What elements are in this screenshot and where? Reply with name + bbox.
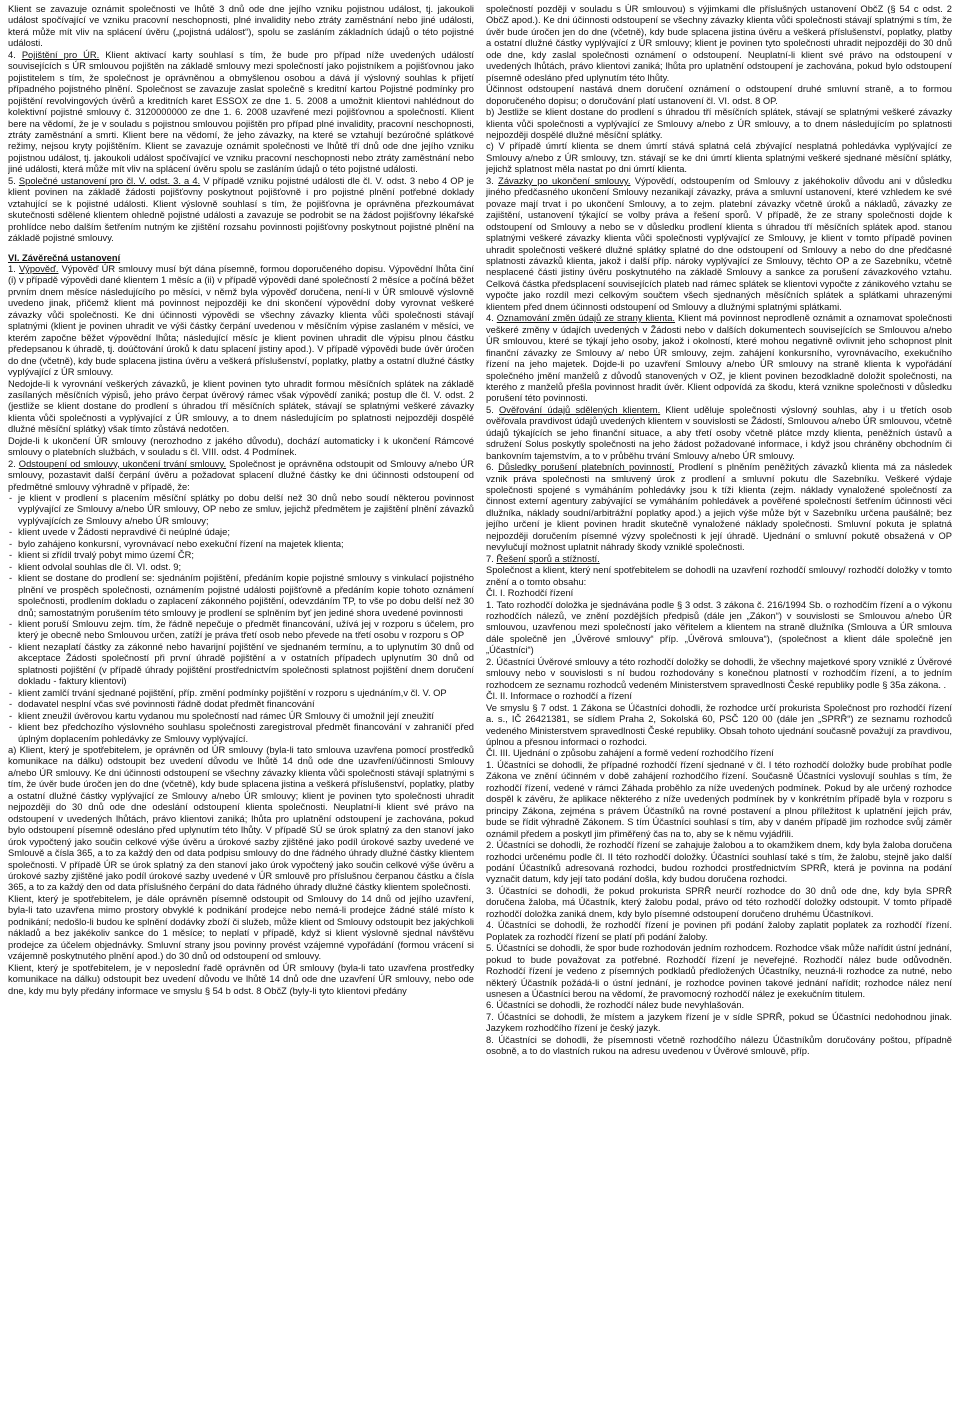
data-change-title: Oznamování změn údajů ze strany klienta. <box>496 313 676 324</box>
withdrawal-title: Odstoupení od smlouvy, ukončení trvání smlouvy. <box>18 458 227 469</box>
section-4-title: Pojištění pro ÚR. <box>21 49 100 60</box>
obligations-after-end: 3. Závazky po ukončení smlouvy. Výpovědí, odstoupením od Smlouvy z jakéhokoliv důvodu ani v důsledku jiného předčasného ukončení Smlouvy nezanikají závazky, práva a smluvní ustanovení, které vzhledem ke své povaze mají trvat i po ukončení Smlouvy, a to zejm. platební závazky včetně úroků a nákladů, závazky ze zajištění, ustanovení týkající se volby práva a řešení sporů. V případě, že ze strany společnosti dojde k odstoupení od Smlouvy a nebo se v důsledku prodlení klienta s úhradou tří měsíčních splátek apod. stanou splatnými veškeré závazky klienta vůči společnosti vyplývající ze Smlouvy, je klient v tomto případě povinen uhradit společnosti veškeré dlužné splátky splatné do dne odstoupení od Smlouvy a nebo do dne předčasné splatnosti závazků klienta, jakož i další příp. nároky vyplývající ze Smlouvy, těchto OP a ze Sazebníku, včetně nesplacené části jistiny úvěru poskytnutého na základě Smlouvy a sankce za porušení závazkového vztahu. Celková částka předsplacení souvisejících plateb nad rámec splátek se klientovi vypočte z zánikového vztahu se vypočte jako rozdíl mezi celkovým součtem všech sjednaných měsíčních splátek a splátkami uhrazenými klientem před dnem účinnosti odstoupení od Smlouvy a dlužnými splatnými splátkami. <box>486 175 952 312</box>
continuation-paragraph: společností později v souladu s ÚR smlouvou) s výjimkami dle příslušných ustanovení ObčZ (§ 54 c odst. 2 ObčZ apod.). Ke dni účinnosti odstoupení se všechny závazky klienta vůči společnosti stávají splatnými s tím, že úvěr bude úročen jen do dne (včetně), kdy bude splacena jistina úvěru a veškerá příslušenství, poplatky, platby a ostatní dlužné částky vyplývající z ÚR smlouvy; klient je povinen tyto společnosti uhradit nejpozději do 30 dnů ode dne, kdy zaslal společnosti oznámení o odstoupení. Neuplatní-li klient své právo na odstoupení v uvedených lhůtách, právo klientovi zaniká; lhůta pro uplatnění odstoupení je zachována, pokud bylo odstoupení písemně odesláno před uplynutím této lhůty. <box>486 4 952 83</box>
termination-paragraph: 1. Výpověď. Výpověď ÚR smlouvy musí být dána písemně, formou doporučeného dopisu. Výpovědní lhůta činí (i) v případě výpovědi dané klientem 1 měsíc a (ii) v případě výpovědi dané společností 2 měsíce a počíná běžet prvním dnem měsíce následujícího po měsíci, v němž byla výpověď doručena, není-li v ÚR smlouvě výslovně uvedeno jinak, přičemž klient má povinnost nejpozději ke dni skončení výpovědní doby vyrovnat veškeré závazky vůči společnosti. Ke dni účinnosti výpovědi se všechny závazky klienta vůči společnosti stávají splatnými (klient je povinen uhradit ve výši částky čerpání uvedenou v měsíčním výpise zaslaném v měsíci, ve kterém započne běžet výpovědní lhůta; následující měsíc je klient povinen uhradit dle výpisu plnou částku předepsanou k úhradě, tj. doúčtování úroků k datu splacení jistiny apod.). V případě výpovědi bude úvěr úročen do dne (včetně), kdy bude splacena jistina úvěru a veškerá příslušenství, poplatky, platby a ostatní dlužné částky vyplývající z ÚR smlouvy. <box>8 263 474 378</box>
arbitration-intro: Společnost a klient, který není spotřebitelem se dohodli na uzavření rozhodčí smlouvy/ rozhodčí doložky v tomto znění a o tomto obsahu: <box>486 565 952 587</box>
procedure-clause-1: 1. Účastníci se dohodli, že případné rozhodčí řízení sjednané v čl. I této rozhodčí doložky bude probíhat podle Zákona ve znění účinném v době zahájení rozhodčího řízení. Současně Účastníci vyslovují souhlas s tím, že rozhodčí řízení, vedené v rámci Záhada proběhlo za níže uvedených podmínek. Pokud by ale určený rozhodce dospěl k závěru, že aplikace některého z níže uvedených podmínek by v konkrétním případě byla v rozporu s principy Zákona, zejména s právem Účastníků na rovné postavení a plnou příležitost k uplatnění jejich práv, bude se řídit výhradně Zákonem. S tím Účastníci souhlasí s tím, aby v daném případě jim rozhodce svůj záměr oznámil předem a poskytl jim přiměřený čas na to, aby se k němu vyjádřili. <box>486 759 952 839</box>
withdrawal-conditions-list <box>8 493 474 745</box>
verification-title: Ověřování údajů sdělených klientem. <box>499 404 661 415</box>
list-item: - klient se dostane do prodlení se: sjednáním pojištění, předáním kopie pojistné smlouvy s vinkulací pojistného plnění ve prospěch společnosti, oznámením pojistné události pojišťovně a předáním kopie tohoto oznámení společnosti, prodlením dokladu o zaplacení zákonného pojištění, odevzdáním TP, to vše po dobu delší než 30 dnů; samostatným porušením této smlouvy je prodlení se splněním byť jen jediné shora uvedené povinnosti <box>8 573 474 619</box>
procedure-clause-7: 7. Účastníci se dohodli, že místem a jazykem řízení je v sídle SPRŘ, pokud se Účastníci nedohodnou jinak. Jazykem rozhodčího řízení je český jazyk. <box>486 1011 952 1034</box>
consumer-withdrawal-offsite: Klient, který je spotřebitelem, je dále oprávněn písemně odstoupit od Smlouvy do 14 dnů od jejího uzavření, byla-li tato uzavřena mimo prostory obvyklé k podnikání prodejce nebo nemá-li prodejce žádné stálé místo k podnikání; nedošlo-li budou ke splnění dodávky zboží či služeb, může klient od Smlouvy odstoupit bez jakýchkoli nákladů a bez jakékoliv sankce do 1 měsíce; to neplatí v případě, když si klient výslovně sjednal návštěvu prodejce za účelem objednávky. Smluvní strany jsou povinny provést vzájemné vypořádání (formou vrácení si vzájemně poskytnutého plnění apod.) do 30 dnů od odstoupení od smlouvy. <box>8 893 474 962</box>
list-item: - klient odvolal souhlas dle čl. VI. odst. 9; <box>8 562 474 573</box>
arrears-paragraph-b: b) Jestliže se klient dostane do prodlení s úhradou tří měsíčních splátek, stávají se splatnými veškeré závazky klienta vůči společnosti a vyplývající ze Smlouvy a/nebo z ÚR smlouvy, a to dnem následujícím po splatnosti nejpozději dospělé dlužné měsíční splátky. <box>486 107 952 140</box>
article-3-heading: Čl. III. Ujednání o způsobu zahájení a formě vedení rozhodčího řízení <box>486 748 774 759</box>
effectiveness-paragraph: Účinnost odstoupení nastává dnem doručení oznámení o odstoupení druhé smluvní straně, a to formou doporučeného dopisu; o doručování platí ustanovení čl. VI. odst. 8 OP. <box>486 84 952 106</box>
data-change-paragraph: 4. Oznamování změn údajů ze strany klienta. Klient má povinnost neprodleně oznámit a oznamovat společnosti veškeré změny v údajích uvedených v Žádosti nebo v dalších dokumentech souvisejících se Smlouvou a/nebo ÚR smlouvou, které se týkají jeho osoby, jakož i okolností, které mohou negativně ovlivnit jeho schopnost plnit finanční závazky ze Smlouvy a/ nebo ÚR smlouvy, zejm. zahájení konkursního, vyrovnávacího, exekučního řízení na jeho majetek. Dojde-li po uzavření Smlouvy a/nebo ÚR smlouvy na straně klienta k vypořádání společného jmění manželů z důvodů stanovených v OZ, je klient povinen bezodkladně doložit společnosti, na kterého z manželů přešla povinnost hradit úvěr. Klient odpovídá za škodu, která vznikne společnosti v důsledku porušení této povinnosti. <box>486 313 952 404</box>
verification-paragraph: 5. Ověřování údajů sdělených klientem. Klient uděluje společnosti výslovný souhlas, aby i u třetích osob ověřovala pravdivost údajů uvedených klientem v souvislosti se Žádostí, Smlouvou a/nebo ÚR smlouvou, včetně údajů týkajících se jeho finanční situace, a aby třetí osoby včetně plátce mzdy klienta, peněžních ústavů a sdružení Solus poskytly společnosti na jeho žádost požadované informace, i když jsou chráněny obchodním či bankovním tajemstvím, a to v průběhu trvání Smlouvy a/nebo ÚR smlouvy. <box>486 404 952 461</box>
payment-breach-title: Důsledky porušení platebních povinností. <box>498 462 675 473</box>
intro-paragraph: Klient se zavazuje oznámit společnosti ve lhůtě 3 dnů ode dne jejího vzniku pojistnou událost, tj. jakoukoli událost spočívající ve vzniku pracovní neschopnosti, plné invalidity nebo ztráty zaměstnání nebo jiné události, která může mít vliv na splácení úvěru („pojistná událost“), spolu se zasláním základních údajů o této pojistné události. <box>8 4 474 49</box>
list-item: - je klient v prodlení s placením měsíční splátky po dobu delší než 30 dnů nebo soudí některou povinnost vyplývající ze Smlouvy a/nebo ÚR smlouvy, OP nebo ze smluv, jejichž předmětem je zajištění plnění závazků vyplývajících ze Smlouvy a/nebo ÚR smlouvy; <box>8 493 474 527</box>
settlement-paragraph: Nedojde-li k vyrovnání veškerých závazků, je klient povinen tyto uhradit formou měsíčních splátek na základě zasílaných měsíčních výpisů, jeho právo čerpat úvěrový rámec však výpovědí zaniká; postup dle čl. V. odst. 2 (jestliže se klient dostane do prodlení s úhradou tří měsíčních splátek, stávají se splatnými veškeré závazky klienta vůči společnosti a vyplývající z ÚR smlouvy, a to dnem následujícím po splatnosti nejpozději dospělé dlužné měsíční splátky) však tímto zůstává nedotčen. <box>8 378 474 435</box>
disputes-heading: 7. Řešení sporů a stížností. <box>486 553 600 564</box>
list-item: - klient si zřídil trvalý pobyt mimo území ČR; <box>8 550 474 561</box>
death-paragraph-c: c) V případě úmrtí klienta se dnem úmrtí stává splatná celá zbývající nesplatná pohledávka vyplývající ze Smlouvy a/nebo z ÚR smlouvy, tzn. stávají se ke dni úmrtí klienta splatnými veškeré sjednané měsíční splátky, jejichž splatnost měla nastat po dni úmrtí klienta. <box>486 141 952 175</box>
section-vi-heading: VI. Závěrečná ustanovení <box>8 252 121 263</box>
payment-breach-paragraph: 6. Důsledky porušení platebních povinností. Prodlení s plněním peněžitých závazků klienta má za následek vznik práva společnosti na smluvený úrok z prodlení a smluvní pokutu dle Sazebníku. Veškeré výdaje společnosti spojené s vymáháním pohledávky jsou k tíži klienta (zejm. náklady vynaložené společností za činnost externí agentury zabývající se vymáháním pohledávek a pověřené společností šetřením účinnosti věci dlužníka, náklady soudní/arbitrážní poplatky apod.) a jejich výše může být v Sazebníku určena paušálně; bez jejího určení je klient povinen hradit skutečně vynaložené náklady společnosti. Smluvní pokuta je splatná nejpozději doručením písemné výzvy společnosti k její úhradě. Ujednání o smluvní pokutě obsažená v OP nevylučují možnost uplatnit náhrady škody vzniklé společnosti. <box>486 462 952 553</box>
procedure-clause-8: 8. Účastníci se dohodli, že písemnosti včetně rozhodčího nálezu Účastníkům doručovány poštou, případně osobně, a to do vlastních rukou na adresu uvedenou v Úvěrové smlouvě, příp. <box>486 1034 952 1057</box>
obligations-title: Závazky po ukončení smlouvy. <box>498 175 631 186</box>
list-item: - klient uvede v Žádosti nepravdivé či neúplné údaje; <box>8 527 474 538</box>
arbitration-clause-1: 1. Tato rozhodčí doložka je sjednávána podle § 3 odst. 3 zákona č. 216/1994 Sb. o rozhodčím řízení a o výkonu rozhodčích nálezů, ve znění pozdějších předpisů (dále jen „Zákon“) v souvislosti se Smlouvou a/nebo ÚR smlouvou, uzavřenou mezi společností jako věřitelem a klientem na straně dlužníka (Smlouva a ÚR smlouva dále společně jen „Úvěrové smlouvy“ příp. „Úvěrová smlouva“), (společnost a klient dále společně jen „Účastníci“) <box>486 599 952 656</box>
article-1-heading: Čl. I. Rozhodčí řízení <box>486 588 574 599</box>
procedure-clause-4: 4. Účastníci se dohodli, že rozhodčí řízení je povinen při podání žaloby zaplatit poplatek za rozhodčí řízení. Poplatek za rozhodčí řízení se platí při podání žaloby. <box>486 920 952 942</box>
article-2-heading: Čl. II. Informace o rozhodčí a řízení <box>486 691 632 702</box>
list-item: - klient nezaplatí částky za zákonné nebo havarijní pojištění ve sjednaném termínu, a to uplynutím 30 dnů od akceptace Žádosti společností při první úhradě pojištění a v ostatních případech uplynutím 30 dnů od splatnosti pojištění (v případě úhrady pojištění prostřednictvím společnosti splatnost pojištění dnem doručení dokladu - faktury klientovi) <box>8 642 474 688</box>
section-5-common: 5. Společné ustanovení pro čl. V. odst. 3. a 4. V případě vzniku pojistné události dle čl. V. odst. 3 nebo 4 OP je klient povinen na základě žádosti pojišťovny poskytnout pojišťovně i pro pojistné plnění potřebné doklady vztahující se k pojistné události. Klient výslovně souhlasí s tím, že pojišťovna je oprávněna přezkoumávat skutečnosti sdělené klientem ohledně pojistné události a zavazuje se podrobit se na žádost pojišťovny lékařské prohlídce nebo dalším šetřením nutným ke zjištění rozsahu povinnosti pojišťovny poskytnout pojistné plnění na základě pojistné smlouvy. <box>8 175 474 244</box>
procedure-clause-2: 2. Účastníci se dohodli, že rozhodčí řízení se zahajuje žalobou a to okamžikem dnem, kdy byla žaloba doručena rozhodci určenému podle čl. II této rozhodčí doložky. Účastníci souhlasí také s tím, že žalobu, stejně jako další podání Účastníků adresovaná rozhodci, budou rozhodci prostřednictvím SPRŘ, která je povinna na podání vyznačit datum, kdy její tato podání došla, kdy budou doručena rozhodci. <box>486 840 952 885</box>
consumer-withdrawal-distance: Klient, který je spotřebitelem, je v neposlední řadě oprávněn od ÚR smlouvy (byla-li tato uzavřena prostředky komunikace na dálku) odstoupit bez uvedení důvodu ve lhůtě 14 dnů ode dne uzavření ÚR smlouvy, nebo ode dne, kdy mu byly předány informace ve smyslu § 54 b odst. 8 ObčZ (byly-li tyto klientovi předány <box>8 962 474 996</box>
list-item: - klient zneužil úvěrovou kartu vydanou mu společností nad rámec ÚR Smlouvy či umožnil její zneužití <box>8 711 474 722</box>
termination-title: Výpověď. <box>18 263 59 274</box>
list-item: - klient bez předchozího výslovného souhlasu společnosti zaregistroval předmět financování v zahraničí před úplným doplacením pohledávky ze Smlouvy vyplývající. <box>8 722 474 745</box>
procedure-clause-5: 5. Účastníci se dohodli, že spor bude rozhodován jedním rozhodcem. Rozhodce však může nařídit ústní jednání, pokud to bude považovat za potřebné. Rozhodčí řízení je neveřejné. Rozhodčí nález bude odůvodněn. Rozhodčí řízení je vedeno z písemných podkladů předložených Účastníky, neuzná-li rozhodce za nutné, nebo některý Účastník požádá-li o ústní jednání, je rozhodce povinen takové jednání nařídit; rozhodce nález není usnesen a Účastníci berou na vědomí, že pravomocný rozhodčí nález je exekučním titulem. <box>486 943 952 999</box>
consumer-withdrawal-a: a) Klient, který je spotřebitelem, je oprávněn od ÚR smlouvy (byla-li tato smlouva uzavřena pomocí prostředků komunikace na dálku) odstoupit bez uvedení důvodu ve lhůtě 14 dnů ode dne uzavření/účinnosti Smlouvy a/nebo ÚR smlouvy. Ke dni účinnosti odstoupení se všechny závazky klienta vůči společnosti stávají splatnými s tím, že úvěr bude úročen jen do dne (včetně), kdy bude splacena jistina a veškerá příslušenství, poplatky, platby a ostatní dlužné částky vyplývající ze Smlouvy a/nebo ÚR smlouvy; klient je povinen tyto společnosti uhradit nejpozději do 30 dnů ode dne odeslání odstoupení klienta společnosti. Neuplatní-li klient své právo na odstoupení v uvedených lhůtách, právo klientovi zaniká; lhůta pro uplatnění odstoupení je zachována, pokud bylo odstoupení písemně odesláno před uplynutím této lhůty. V případě SÚ se úrok splatný za den stanoví jako úrok vypočtený jako součin celkové výše úvěru a úrokové sazby zjištěné jako podíl úrokové sazby uvedené ve Smlouvě a čísla 365, a to za každý den od data podpisu smlouvy do dne řádného úhrady dlužné částky klientem společnosti. V případě ÚR se úrok splatný za den stanoví jako úrok vypočtený jako součin celkové výše úvěru a úrokové sazby zjištěné jako podíl úrokové sazby uvedené v ÚR smlouvě pro příslušnou čerpanou částku a čísla 365, a to za každý den od data příslušného čerpání do data řádného úhrady dlužné částky klientem společnosti. <box>8 745 474 893</box>
disputes-title: Řešení sporů a stížností. <box>496 553 600 564</box>
list-item: - bylo zahájeno konkursní, vyrovnávací nebo exekuční řízení na majetek klienta; <box>8 539 474 550</box>
arbitrator-info: Ve smyslu § 7 odst. 1 Zákona se Účastníci dohodli, že rozhodce určí prokurista Společnost pro rozhodčí řízení a. s., IČ 26421381, se sídlem Praha 2, Sokolská 60, PSČ 120 00 (dále jen „SPRŘ“) ze seznamu rozhodců vedeného Ministerstvem spravedlnosti České republiky. Obsah tohoto ujednání současně považují za pravdivou, úplnou a přesnou informaci o rozhodci. <box>486 702 952 747</box>
list-item: - dodavatel nesplní včas své povinnosti řádně dodat předmět financování <box>8 699 474 710</box>
section-4-insurance: 4. Pojištění pro ÚR. Klient aktivací karty souhlasí s tím, že bude pro případ níže uvedených událostí souvisejících s ÚR smlouvou pojištěn na základě smlouvy mezi společností jako pojistníkem a pojišťovnou jako pojistitelem s tím, že společnost je oprávněnou a obmyšlenou osobou a dává jí výslovný souhlas k přijetí případného pojistného plnění. Společnost se zavazuje zaslat společně s kreditní kartou Pojistné podmínky pro pojištění revolvingových úvěrů a kreditních karet ESSOX ze dne 1. 5. 2008 a umožnit klientovi nahlédnout do kolektivní pojistné smlouvy č. 3120000000 ze dne 1. 6. 2008 uzavřené mezi pojišťovnou a společností. Klient bere na vědomí, že je v souladu s pojistnou smlouvou pojištěn pro případ plné invalidity, pracovní neschopnosti, ztráty zaměstnání a smrti. Klient bere na vědomí, že jeho závazky, na které se vztahují bezúročné splátkové režimy, nejsou kryty pojištěním. Klient se zavazuje oznámit společnosti ve lhůtě tří dnů ode dne jejího vzniku pojistnou událost, tj. jakoukoli událost spočívající ve vzniku pracovní neschopnosti nebo ztráty zaměstnání nebo jiné události, která může mít vliv na splácení úvěru spolu se zasláním údajů o této pojistné události. <box>8 49 474 175</box>
right-column <box>486 4 952 1408</box>
procedure-clause-3: 3. Účastníci se dohodli, že pokud prokurista SPRŘ neurčí rozhodce do 30 dnů ode dne, kdy byla SPRŘ doručena žaloba, má Účastník, který žalobu podal, právo od této rozhodčí doložky odstoupit. V tomto případě rozhodčí doložka zaniká dnem, kdy bylo písemné odstoupení doručeno druhému Účastníkovi. <box>486 885 952 919</box>
left-column <box>8 4 474 1408</box>
withdrawal-paragraph: 2. Odstoupení od smlouvy, ukončení trvání smlouvy. Společnost je oprávněna odstoupit od Smlouvy a/nebo ÚR smlouvy, pozastavit další čerpání úvěru a požadovat splacení dlužné částky ke dni účinnosti odstoupení od předmětné smlouvy výhradně v případě, že: <box>8 458 474 492</box>
list-item: - klient zamlčí trvání sjednané pojištění, příp. změní podmínky pojištění v rozporu s ujednáním,v čl. V. OP <box>8 688 474 699</box>
section-5-title: Společné ustanovení pro čl. V. odst. 3. a 4. <box>18 175 201 186</box>
list-item: - klient poruší Smlouvu zejm. tím, že řádně nepečuje o předmět financování, užívá jej v rozporu s účelem, pro který je obecně nebo Smlouvou určen, zatíží je práva třetí osob nebo převede na třetí osobu v rozporu s OP <box>8 619 474 642</box>
arbitration-clause-2: 2. Účastníci Úvěrové smlouvy a této rozhodčí doložky se dohodli, že všechny majetkové spory vzniklé z Úvěrové smlouvy nebo v souvislosti s ní budou rozhodovány s konečnou platností v rozhodčím řízení, a to jedním rozhodcem ze seznamu rozhodců vedeném Ministerstvem spravedlnosti České republiky podle § 35a zákona. . <box>486 656 952 690</box>
procedure-clause-6: 6. Účastníci se dohodli, že rozhodčí nález bude nevyhlašován. <box>486 1000 745 1011</box>
framework-end-paragraph: Dojde-li k ukončení ÚR smlouvy (nerozhodno z jakého důvodu), dochází automaticky i k ukončení Rámcové smlouvy o platebních službách, v souladu s čl. VIII. odst. 4 Podmínek. <box>8 435 474 458</box>
